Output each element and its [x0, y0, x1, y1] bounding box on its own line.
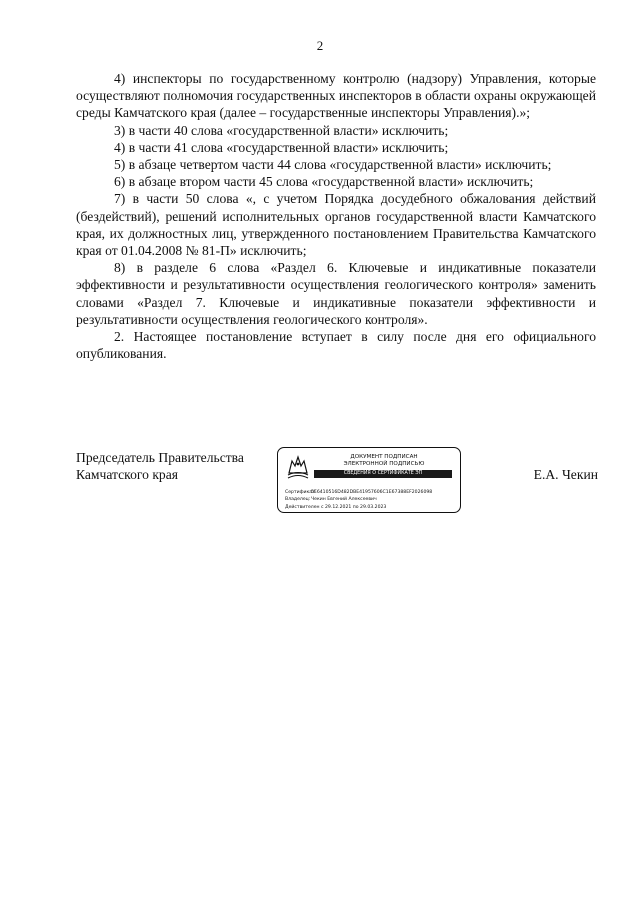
- stamp-cert-row: [285, 489, 456, 496]
- signatory-title-line: Камчатского края: [76, 467, 179, 483]
- stamp-owner-label: Владелец:: [285, 497, 311, 503]
- electronic-signature-stamp: [277, 447, 461, 513]
- paragraph-item-4: 4) в части 41 слова «государственной власти» исключить;: [114, 139, 449, 155]
- paragraph-item-6: 6) в абзаце втором части 45 слова «государственной власти» исключить;: [114, 174, 534, 190]
- document-body: [76, 70, 596, 362]
- paragraph-item-7: 7) в части 50 слова «, с учетом Порядка досудебного обжалования действий (бездействий), решений исполнительных органов государственной власти Камчатского края, их должностных лиц, утвержденного постановлением Правительства Камчатского края от 01.04.2008 № 81-П» исключить;: [76, 191, 596, 259]
- stamp-cert-value: 5E6410516D482DBE41957606C1E67388EF2026098: [311, 490, 433, 495]
- stamp-cert-label: Сертификат:: [285, 490, 317, 495]
- stamp-details: [285, 489, 456, 511]
- paragraph-item-8: 8) в разделе 6 слова «Раздел 6. Ключевые и индикативные показатели эффективности и результативности осуществления геологического контроля» заменить словами «Раздел 7. Ключевые и индикативные показатели эффективности и результативности осуществления геологического контроля».: [76, 260, 596, 327]
- stamp-heading-line: ЭЛЕКТРОННОЙ ПОДПИСЬЮ: [343, 461, 425, 467]
- signatory-title: [76, 449, 244, 483]
- stamp-owner-value: Чекин Евгений Алексеевич: [311, 497, 377, 503]
- paragraph-clause-2: 2. Настоящее постановление вступает в силу после дня его официального опубликования.: [76, 329, 596, 362]
- signatory-title-line: Председатель Правительства: [76, 450, 244, 465]
- stamp-validity: Действителен с 29.12.2021 по 29.03.2023: [285, 504, 387, 510]
- stamp-certificate-banner: СВЕДЕНИЯ О СЕРТИФИКАТЕ ЭП: [314, 470, 452, 478]
- emblem-icon: [286, 454, 310, 480]
- paragraph-item-5: 5) в абзаце четвертом части 44 слова «государственной власти» исключить;: [114, 157, 552, 173]
- page-number: 2: [316, 38, 324, 53]
- signatory-name: Е.А. Чекин: [533, 467, 598, 482]
- stamp-owner-row: [285, 496, 456, 503]
- paragraph-item-3: 3) в части 40 слова «государственной власти» исключить;: [114, 122, 449, 138]
- stamp-heading: [314, 454, 454, 468]
- paragraph-item-4-inspectors: 4) инспекторы по государственному контролю (надзору) Управления, которые осуществляют полномочия государственных инспекторов в области охраны окружающей среды Камчатского края (далее – государственные инспекторы Управления).»;: [76, 71, 596, 121]
- stamp-heading-line: ДОКУМЕНТ ПОДПИСАН: [350, 454, 418, 460]
